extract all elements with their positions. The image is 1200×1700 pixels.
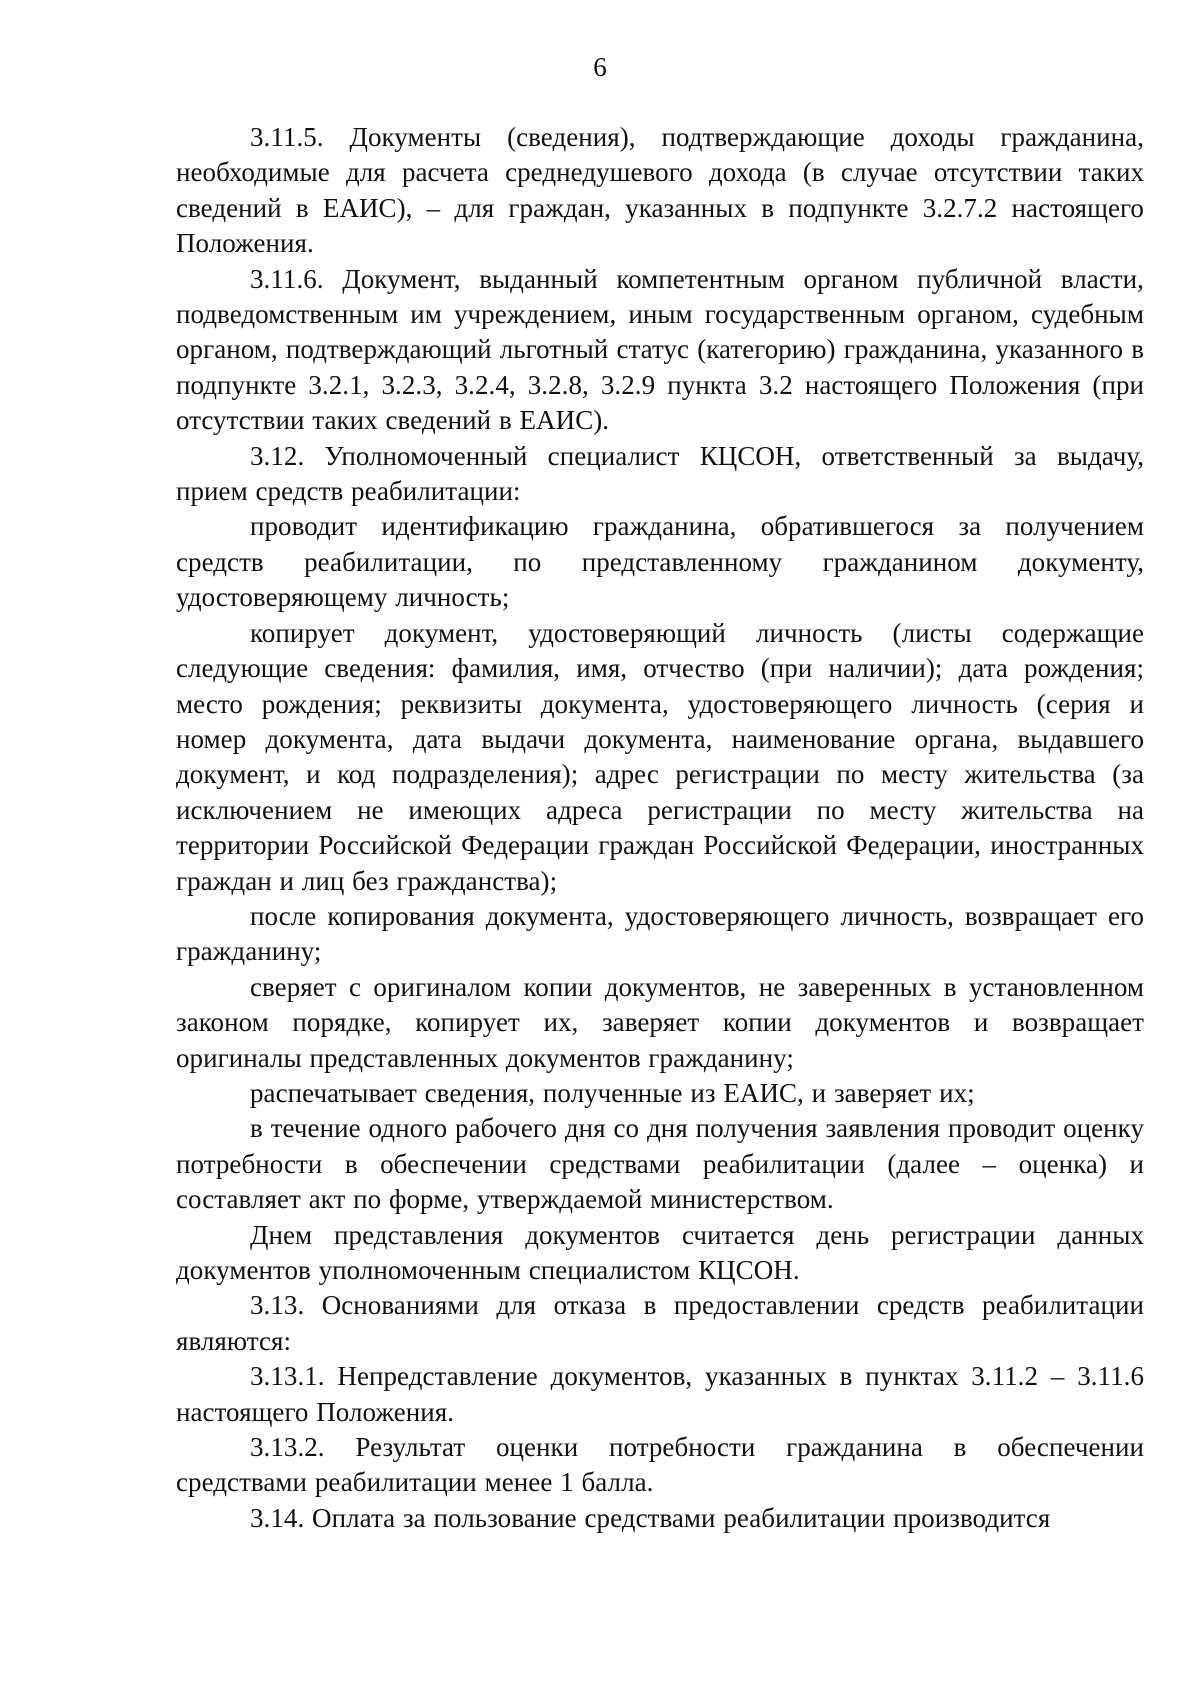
paragraph-print-eais: распечатывает сведения, полученные из ЕАИС, и заверяет их; (250, 1077, 975, 1108)
page-number: 6 (593, 52, 607, 82)
paragraph-3-11-5: 3.11.5. Документы (сведения), подтверждающие доходы гражданина, необходимые для расчета среднедушевого дохода (в случае отсутствии таких сведений в ЕАИС), – для граждан, указанных в подпункте 3.2.7.2 настоящего Положения. (176, 122, 1144, 259)
paragraph-assessment: в течение одного рабочего дня со дня получения заявления проводит оценку потребности в обеспечении средствами реабилитации (далее – оценка) и составляет акт по форме, утверждаемой министерством. (176, 1113, 1144, 1215)
paragraph-3-11-6: 3.11.6. Документ, выданный компетентным органом публичной власти, подведомственным им учреждением, иным государственным органом, судебным органом, подтверждающий льготный статус (категорию) гражданина, указанного в подпункте 3.2.1, 3.2.3, 3.2.4, 3.2.8, 3.2.9 пункта 3.2 настоящего Положения (при отсутствии таких сведений в ЕАИС). (176, 263, 1144, 436)
paragraph-return-document: после копирования документа, удостоверяющего личность, возвращает его гражданину; (176, 900, 1144, 967)
paragraph-identification: проводит идентификацию гражданина, обратившегося за получением средств реабилитации, по представленному гражданином документу, удостоверяющему личность; (176, 511, 1144, 613)
paragraph-3-13-1: 3.13.1. Непредставление документов, указанных в пунктах 3.11.2 – 3.11.6 настоящего Положения. (176, 1361, 1144, 1427)
paragraph-3-13-2: 3.13.2. Результат оценки потребности гражданина в обеспечении средствами реабилитации менее 1 балла. (176, 1432, 1144, 1498)
paragraph-submission-day: Днем представления документов считается день регистрации данных документов уполномоченным специалистом КЦСОН. (176, 1219, 1144, 1285)
document-body (176, 120, 1144, 1536)
paragraph-3-12: 3.12. Уполномоченный специалист КЦСОН, ответственный за выдачу, прием средств реабилитации: (176, 440, 1144, 507)
paragraph-3-14: 3.14. Оплата за пользование средствами реабилитации производится (250, 1502, 1051, 1533)
paragraph-copy-document: копирует документ, удостоверяющий личность (листы содержащие следующие сведения: фамилия, имя, отчество (при наличии); дата рождения; место рождения; реквизиты документа, удостоверяющего личность (серия и номер документа, дата выдачи документа, наименование органа, выдавшего документ, и код подразделения); адрес регистрации по месту жительства (за исключением не имеющих адреса регистрации по месту жительства на территории Российской Федерации граждан Российской Федерации, иностранных граждан и лиц без гражданства); (176, 617, 1144, 896)
paragraph-verify-copies: сверяет с оригиналом копии документов, не заверенных в установленном законом порядке, копирует их, заверяет копии документов и возвращает оригиналы представленных документов гражданину; (176, 971, 1144, 1073)
paragraph-3-13: 3.13. Основаниями для отказа в предоставлении средств реабилитации являются: (176, 1290, 1144, 1356)
